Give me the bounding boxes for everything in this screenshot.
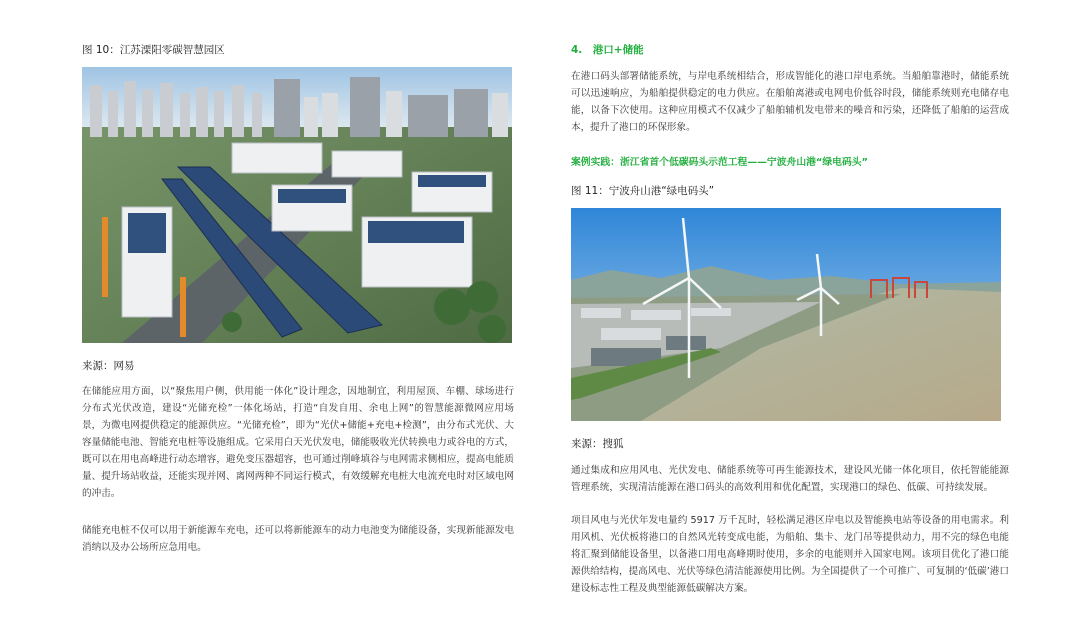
ningbo-zhoushan-green-dock-photo (571, 208, 1001, 421)
case-practice-heading: 案例实践：浙江省首个低碳码头示范工程——宁波舟山港“绿电码头” (571, 157, 868, 168)
figure-11-caption: 图 11：宁波舟山港“绿电码头” (571, 185, 715, 197)
port-storage-paragraph: 在港口码头部署储能系统，与岸电系统相结合，形成智能化的港口岸电系统。当船舶靠港时，储能系统可以迅速响应，为船舶提供稳定的电力供应。在船舶离港或电网电价低谷时段，储能系统则充电储存电能，以备下次使用。这种应用模式不仅减少了船舶辅机发电带来的噪音和污染，还降低了船舶的运营成本，提升了港口的环保形象。 (571, 71, 1009, 133)
figure-10-caption: 图 10：江苏溧阳零碳智慧园区 (82, 44, 225, 56)
figure-11-source: 来源：搜狐 (571, 438, 624, 450)
charging-pile-paragraph: 储能充电桩不仅可以用于新能源车充电，还可以将新能源车的动力电池变为储能设备，实现新能源发电消纳以及办公场所应急用电。 (82, 525, 514, 553)
section-heading-port-storage: 4. 港口+储能 (571, 44, 644, 56)
figure-10-source: 来源：网易 (82, 360, 135, 372)
liyang-zero-carbon-park-photo (82, 67, 512, 343)
project-output-paragraph: 项目风电与光伏年发电量约 5917 万千瓦时，轻松满足港区岸电以及智能换电站等设备的用电需求。利用风机、光伏板将港口的自然风光转变成电能，为船舶、集卡、龙门吊等提供动力，用不完的绿色电能将汇聚到储能设备里，以备港口用电高峰期时使用，多余的电能则并入国家电网。该项目优化了港口能源供给结构，提高风电、光伏等绿色清洁能源使用比例。为全国提供了一个可推广、可复制的‘低碳’港口建设标志性工程及典型能源低碳解决方案。 (571, 515, 1009, 594)
integration-paragraph: 通过集成和应用风电、光伏发电、储能系统等可再生能源技术，建设风光储一体化项目，依托智能能源管理系统，实现清洁能源在港口码头的高效利用和优化配置，实现港口的绿色、低碳、可持续发展。 (571, 465, 1009, 493)
storage-application-paragraph: 在储能应用方面，以“聚焦用户侧，供用能一体化”设计理念，因地制宜，利用屋顶、车棚、球场进行分布式光伏改造，建设“光储充检”一体化场站，打造“自发自用、余电上网”的智慧能源微网应用场景，为微电网提供稳定的能源供应。“光储充检”，即为“光伏+储能+充电+检测”，由分布式光伏、大容量储能电池、智能充电桩等设施组成。它采用白天光伏发电，储能吸收光伏转换电力或谷电的方式，既可以在用电高峰进行动态增容，避免变压器超容，也可通过削峰填谷与电网需求侧相应，提高电能质量、提升场站收益，还能实现并网、离网两种不同运行模式，有效缓解充电桩大电流充电时对区域电网的冲击。 (82, 386, 514, 499)
